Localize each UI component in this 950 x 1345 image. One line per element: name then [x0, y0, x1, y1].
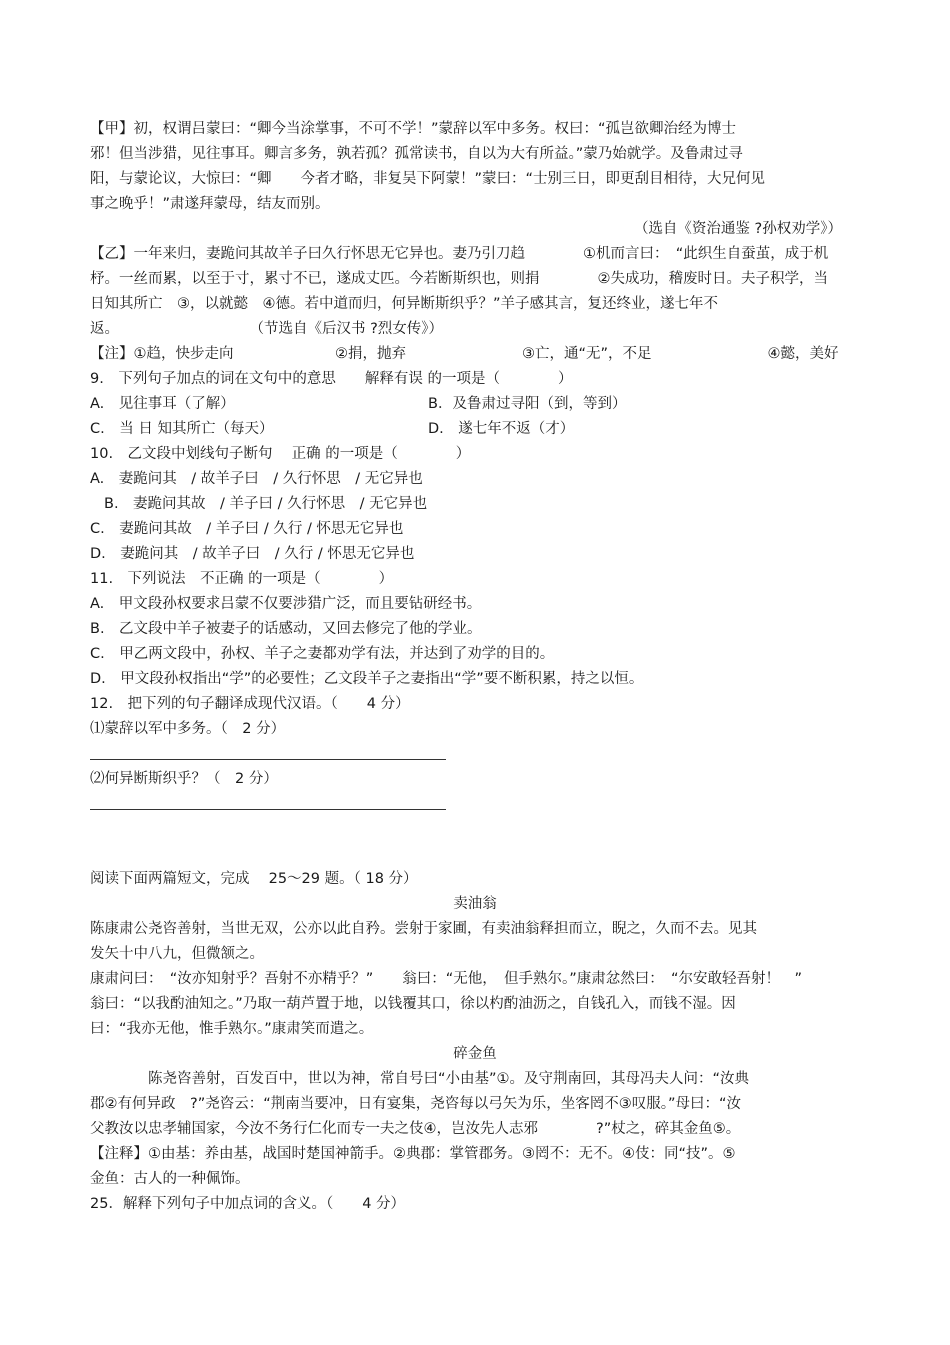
q11-option-d: D. 甲文段孙权指出“学”的必要性；乙文段羊子之妻指出“学”要不断积累，持之以恒。: [90, 671, 644, 687]
story2-line-3: 父教汝以忠孝辅国家，今汝不务行仁化而专一夫之伎④，岂汝先人志邪 ?”杖之，碎其金鱼⑤。: [90, 1121, 741, 1137]
story1-line-5: 曰：“我亦无他，惟手熟尔。”康肃笑而遣之。: [90, 1021, 374, 1037]
q10-option-d: D. 妻跪问其 / 故羊子曰 / 久行 / 怀思无它异也: [90, 546, 415, 562]
story1-line-3: 康肃问曰： “汝亦知射乎？吾射不亦精乎？” 翁曰：“无他， 但手熟尔。”康肃忿然曰： “尔安敢轻吾射！ ”: [90, 971, 803, 987]
story2-line-2: 郡②有何异政 ?”尧咨云：“荆南当要冲，日有宴集，尧咨每以弓矢为乐，坐客罔不③叹服。”母曰：“汝: [90, 1096, 741, 1112]
passage-yi-line-2: 杼。一丝而累，以至于寸，累寸不已，遂成丈匹。今若断斯织也，则捐 ②失成功，稽废时日。夫子积学，当: [90, 271, 828, 287]
q9-option-c: C. 当 日 知其所亡（每天）: [90, 421, 274, 437]
q11-stem: 11. 下列说法 不正确 的一项是（ ）: [90, 571, 394, 587]
passage-yi-line-1: 【乙】一年来归，妻跪问其故羊子曰久行怀思无它异也。妻乃引刀趋 ①机而言曰： “此织生自蚕茧，成于机: [90, 246, 829, 262]
q12-sub2: ⑵何异断斯织乎？（ 2 分）: [90, 771, 278, 787]
q10-option-b: B. 妻跪问其故 / 羊子曰 / 久行怀思 / 无它异也: [104, 496, 428, 512]
section2-intro: 阅读下面两篇短文，完成 25～29 题。（ 18 分）: [90, 871, 418, 887]
passage-jia-line-3: 阳，与蒙论议，大惊曰：“卿 今者才略，非复吴下阿蒙！”蒙曰：“士别三日，即更刮目相待，大兄何见: [90, 171, 766, 187]
passage-yi-line-3: 日知其所亡 ③，以就懿 ④德。若中道而归，何异断斯织乎？”羊子感其言，复还终业，遂七年不: [90, 296, 719, 312]
q12-answer-line-1[interactable]: [90, 759, 446, 760]
passage-jia-source: （选自《资治通鉴 ?孙权劝学》）: [633, 221, 842, 237]
story1-line-2: 发矢十中八九，但微颔之。: [90, 946, 264, 962]
story2-line-1: 陈尧咨善射，百发百中，世以为神，常自号曰“小由基”①。及守荆南回，其母冯夫人问：“汝典: [148, 1071, 750, 1087]
q12-stem: 12. 把下列的句子翻译成现代汉语。（ 4 分）: [90, 696, 410, 712]
q10-stem: 10. 乙文段中划线句子断句 正确 的一项是（ ）: [90, 446, 471, 462]
passage-jia-line-2: 邪！但当涉猎，见往事耳。卿言多务，孰若孤？孤常读书，自以为大有所益。”蒙乃始就学。及鲁肃过寻: [90, 146, 743, 162]
passage-jia-line-4: 事之晚乎！”肃遂拜蒙母，结友而别。: [90, 196, 330, 212]
passage-yi-line-4: 返。 （节选自《后汉书 ?烈女传》）: [90, 321, 444, 337]
q9-option-d: D. 遂七年不返（才）: [428, 421, 575, 437]
q10-option-c: C. 妻跪问其故 / 羊子曰 / 久行 / 怀思无它异也: [90, 521, 404, 537]
story2-notes-line-1: 【注释】①由基：养由基，战国时楚国神箭手。②典郡：掌管郡务。③罔不：无不。④伎：同“技”。⑤: [90, 1146, 736, 1162]
q11-option-c: C. 甲乙两文段中，孙权、羊子之妻都劝学有法，并达到了劝学的目的。: [90, 646, 555, 662]
q9-option-b: B．及鲁肃过寻阳（到，等到）: [428, 396, 627, 412]
q11-option-b: B. 乙文段中羊子被妻子的话感动，又回去修完了他的学业。: [90, 621, 482, 637]
q12-answer-line-2[interactable]: [90, 809, 446, 810]
q12-sub1: ⑴蒙辞以军中多务。（ 2 分）: [90, 721, 286, 737]
q11-option-a: A. 甲文段孙权要求吕蒙不仅要涉猎广泛，而且要钻研经书。: [90, 596, 482, 612]
story1-title: 卖油翁: [453, 896, 497, 912]
passage-jia-line-1: 【甲】初，权谓吕蒙曰：“卿今当涂掌事，不可不学！”蒙辞以军中多务。权曰：“孤岂欲卿治经为博士: [90, 121, 737, 137]
q25-stem: 25．解释下列句子中加点词的含义。（ 4 分）: [90, 1196, 406, 1212]
q9-option-a: A. 见往事耳（了解）: [90, 396, 235, 412]
q9-stem: 9. 下列句子加点的词在文句中的意思 解释有误 的一项是（ ）: [90, 371, 573, 387]
notes-line: 【注】①趋，快步走向 ②捐，抛弃 ③亡，通“无”，不足 ④懿，美好: [90, 346, 839, 362]
story1-line-1: 陈康肃公尧咨善射，当世无双，公亦以此自矜。尝射于家圃，有卖油翁释担而立，睨之，久而不去。见其: [90, 921, 757, 937]
q10-option-a: A. 妻跪问其 / 故羊子曰 / 久行怀思 / 无它异也: [90, 471, 423, 487]
story2-notes-line-2: 金鱼：古人的一种佩饰。: [90, 1171, 250, 1187]
story1-line-4: 翁曰：“以我酌油知之。”乃取一葫芦置于地，以钱覆其口，徐以杓酌油沥之，自钱孔入，而钱不湿。因: [90, 996, 736, 1012]
story2-title: 碎金鱼: [453, 1046, 497, 1062]
